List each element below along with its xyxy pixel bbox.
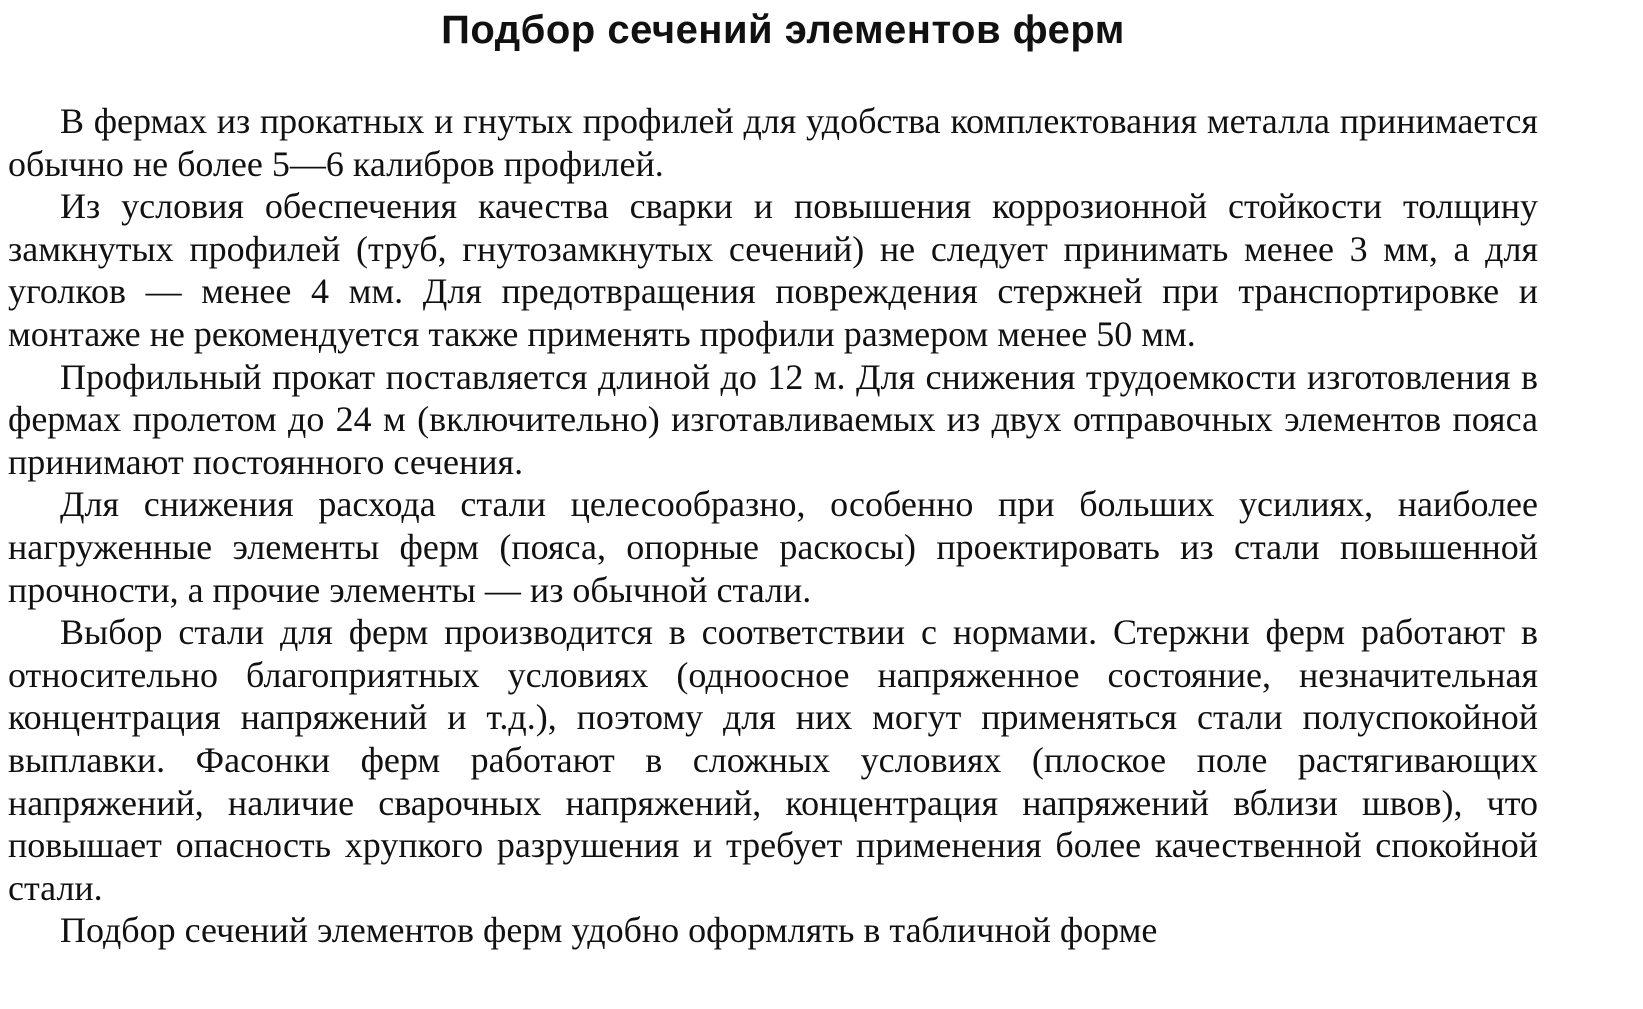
paragraph: Выбор стали для ферм производится в соответствии с нормами. Стержни ферм работают в относительно благоприятных условиях (одноосное напряженное состояние, незначительная концентрация напряжений и т.д.), поэтому для них могут применяться стали полуспокойной выплавки. Фасонки ферм работают в сложных условиях (плоское поле растягивающих напряжений, наличие сварочных напряжений, концентрация напряжений вблизи швов), что повышает опасность хрупкого разрушения и требует применения более качественной спокойной стали. [8, 612, 1538, 908]
document-body [8, 100, 1538, 952]
paragraph: В фермах из прокатных и гнутых профилей для удобства комплектования металла принимается обычно не более 5—6 калибров профилей. [8, 101, 1538, 184]
paragraph: Профильный прокат поставляется длиной до 12 м. Для снижения трудоемкости изготовления в фермах пролетом до 24 м (включительно) изготавливаемых из двух отправочных элементов пояса принимают постоянного сечения. [8, 356, 1538, 482]
document-page [8, 0, 1538, 1009]
paragraph: Подбор сечений элементов ферм удобно оформлять в табличной форме [60, 910, 1158, 951]
page-title: Подбор сечений элементов ферм [441, 8, 1125, 52]
paragraph: Из условия обеспечения качества сварки и повышения коррозионной стойкости толщину замкнутых профилей (труб, гнутозамкнутых сечений) не следует принимать менее 3 мм, а для уголков — менее 4 мм. Для предотвращения повреждения стержней при транспортировке и монтаже не рекомендуется также применять профили размером менее 50 мм. [8, 186, 1538, 354]
paragraph: Для снижения расхода стали целесообразно, особенно при больших усилиях, наиболее нагруженные элементы ферм (пояса, опорные раскосы) проектировать из стали повышенной прочности, а прочие элементы — из обычной стали. [8, 484, 1538, 610]
